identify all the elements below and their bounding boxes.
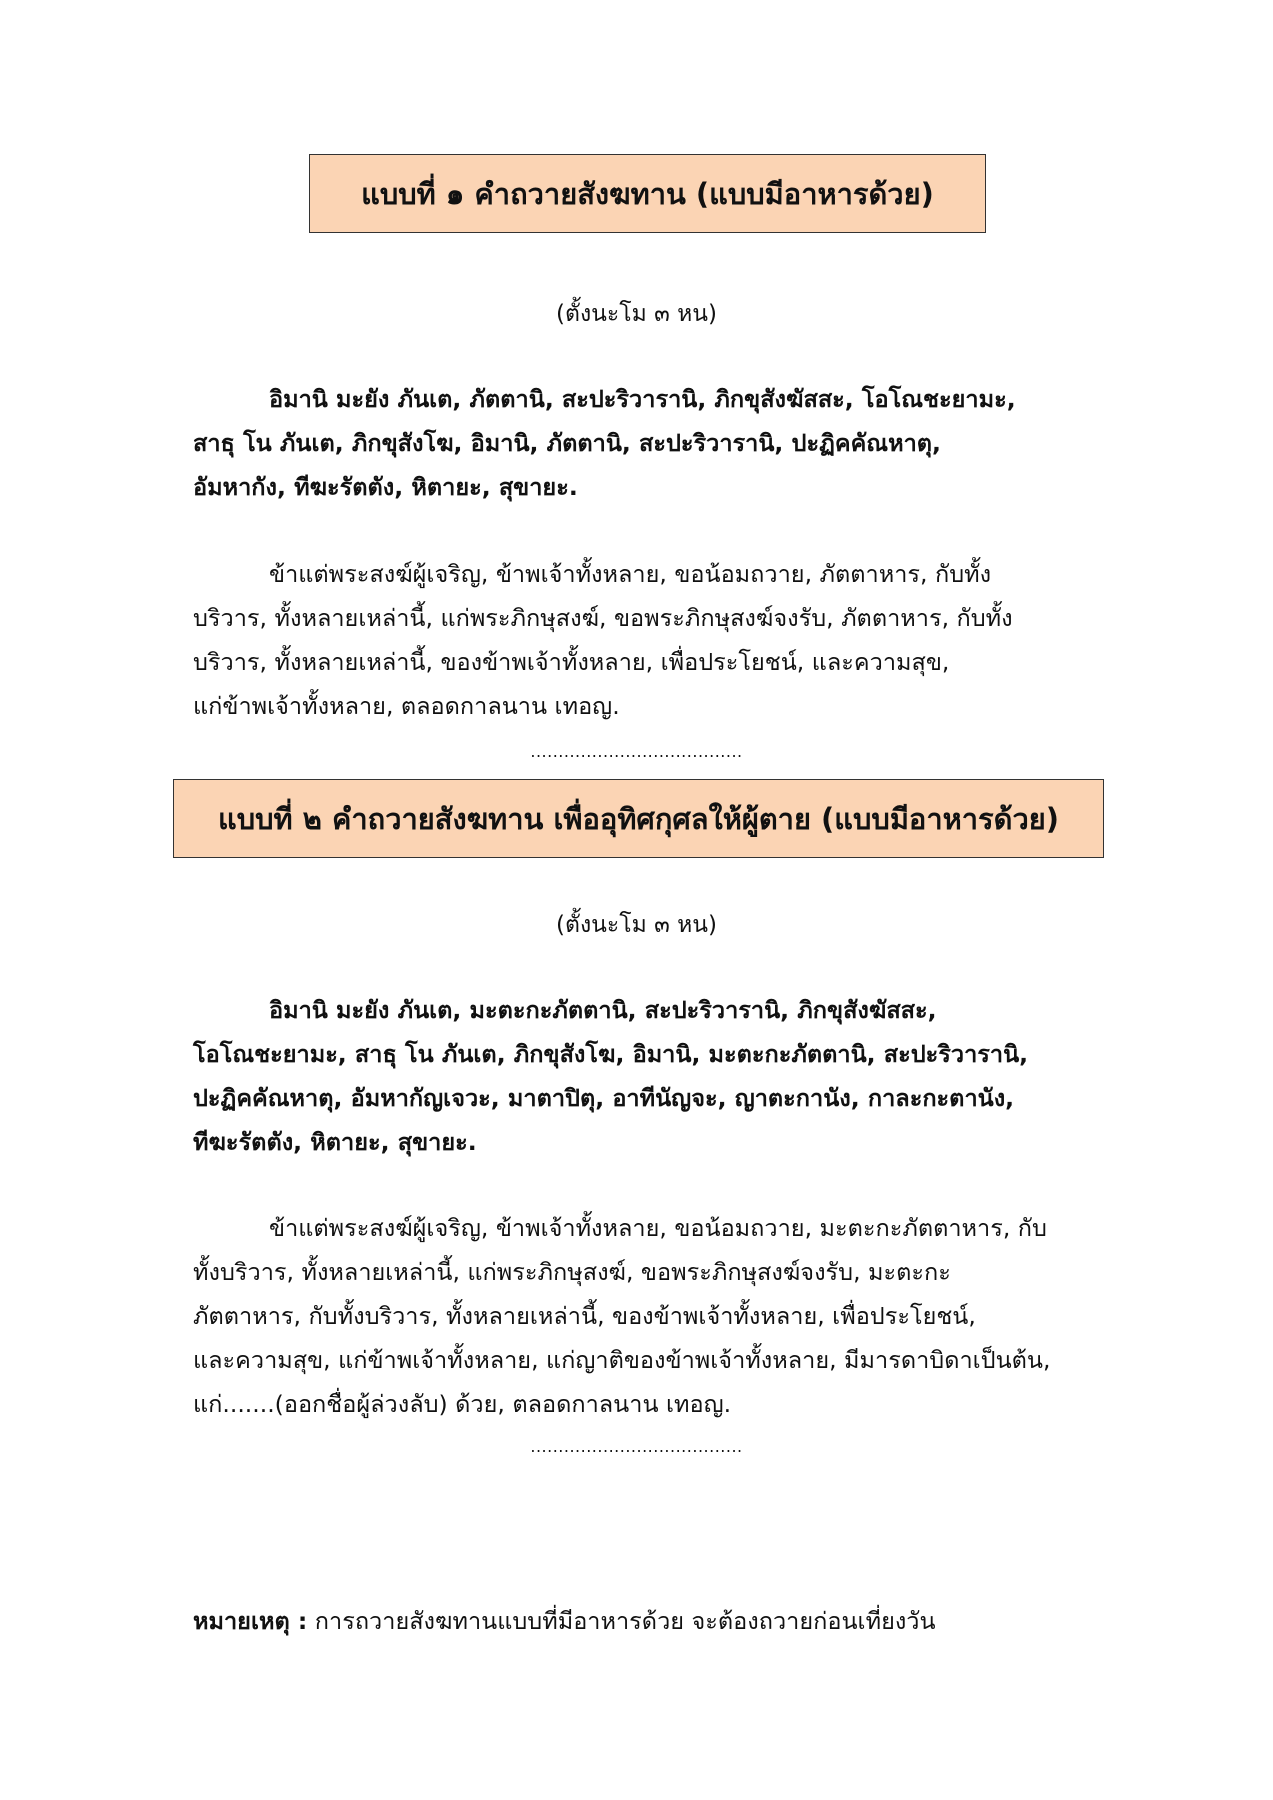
thai-line: ข้าแต่พระสงฆ์ผู้เจริญ, ข้าพเจ้าทั้งหลาย, ขอน้อมถวาย, มะตะกะภัตตาหาร, กับ [269,1214,1047,1242]
thai-line: บริวาร, ทั้งหลายเหล่านี้, ของข้าพเจ้าทั้งหลาย, เพื่อประโยชน์, และความสุข, [193,648,950,676]
thai-line: ทั้งบริวาร, ทั้งหลายเหล่านี้, แก่พระภิกษุสงฆ์, ขอพระภิกษุสงฆ์จงรับ, มะตะกะ [193,1258,951,1286]
section-1-invocation: (ตั้งนะโม ๓ หน) [556,301,717,327]
pali-line: โอโณชะยามะ, สาธุ โน ภันเต, ภิกขุสังโฆ, อิมานิ, มะตะกะภัตตานิ, สะปะริวารานิ, [193,1040,1029,1068]
thai-line: และความสุข, แก่ข้าพเจ้าทั้งหลาย, แก่ญาติของข้าพเจ้าทั้งหลาย, มีมารดาบิดาเป็นต้น, [193,1346,1051,1374]
section-2-invocation: (ตั้งนะโม ๓ หน) [556,912,717,938]
section-2-title-box [173,779,1104,858]
section-1-title: แบบที่ ๑ คำถวายสังฆทาน (แบบมีอาหารด้วย) [361,176,934,211]
pali-line: ทีฆะรัตตัง, หิตายะ, สุขายะ. [193,1128,477,1156]
thai-line: แก่.......(ออกชื่อผู้ล่วงลับ) ด้วย, ตลอดกาลนาน เทอญ. [193,1390,732,1418]
section-2-separator: ...................................... [530,1437,743,1456]
pali-line: อัมหากัง, ทีฆะรัตตัง, หิตายะ, สุขายะ. [193,473,578,501]
section-2-pali-text [193,988,1093,1164]
section-1-pali-text [193,377,1093,509]
thai-line: ข้าแต่พระสงฆ์ผู้เจริญ, ข้าพเจ้าทั้งหลาย, ขอน้อมถวาย, ภัตตาหาร, กับทั้ง [269,560,992,588]
pali-line: อิมานิ มะยัง ภันเต, ภัตตานิ, สะปะริวารานิ, ภิกขุสังฆัสสะ, โอโณชะยามะ, [269,385,1016,413]
footnote [193,1603,936,1640]
pali-line: ปะฏิคคัณหาตุ, อัมหากัญเจวะ, มาตาปิตุ, อาทีนัญจะ, ญาตะกานัง, กาละกะตานัง, [193,1084,1015,1112]
section-1-title-box [309,154,986,233]
section-2-thai-text [193,1206,1093,1426]
thai-line: ภัตตาหาร, กับทั้งบริวาร, ทั้งหลายเหล่านี้, ของข้าพเจ้าทั้งหลาย, เพื่อประโยชน์, [193,1302,976,1330]
pali-line: อิมานิ มะยัง ภันเต, มะตะกะภัตตานิ, สะปะริวารานิ, ภิกขุสังฆัสสะ, [269,996,937,1024]
footnote-label: หมายเหตุ : [193,1607,308,1635]
section-2-title: แบบที่ ๒ คำถวายสังฆทาน เพื่ออุทิศกุศลให้ผู้ตาย (แบบมีอาหารด้วย) [218,801,1059,836]
pali-line: สาธุ โน ภันเต, ภิกขุสังโฆ, อิมานิ, ภัตตานิ, สะปะริวารานิ, ปะฏิคคัณหาตุ, [193,429,941,457]
thai-line: แก่ข้าพเจ้าทั้งหลาย, ตลอดกาลนาน เทอญ. [193,692,620,720]
section-1-separator: ...................................... [530,742,743,761]
footnote-text: การถวายสังฆทานแบบที่มีอาหารด้วย จะต้องถวายก่อนเที่ยงวัน [307,1607,936,1635]
section-1-thai-text [193,552,1093,728]
thai-line: บริวาร, ทั้งหลายเหล่านี้, แก่พระภิกษุสงฆ์, ขอพระภิกษุสงฆ์จงรับ, ภัตตาหาร, กับทั้ง [193,604,1013,632]
